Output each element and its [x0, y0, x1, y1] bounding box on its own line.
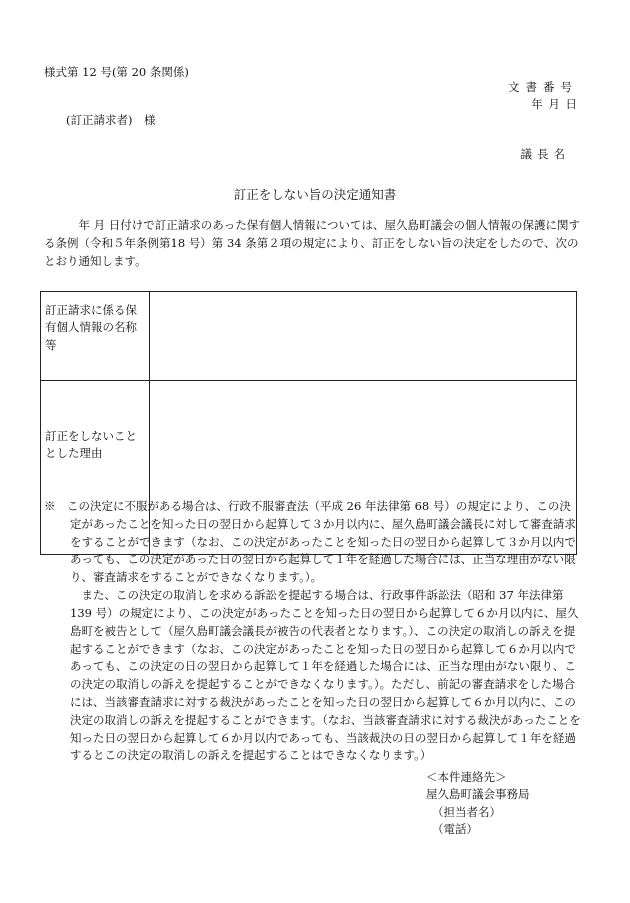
chair-name: 議長名 [520, 147, 570, 161]
contact-phone: （電話） [432, 821, 478, 836]
contact-block [426, 769, 530, 838]
note-appeal: ※ この決定に不服がある場合は、行政不服審査法（平成 26 年法律第 68 号）の規定により、この決定があったことを知った日の翌日から起算して３か月以内に、屋久島町議会議長に対して審査請求をすることができます（なお、この決定があったことを知った日の翌日から起算して３か月以内であっても、この決定があった日の翌日から起算して１年を経過した場合には、正当な理由がない限り、審査請求をすることができなくなります。）。 [44, 499, 576, 585]
document-title: 訂正をしない旨の決定通知書 [233, 187, 397, 202]
row-label-info-name: 訂正請求に係る保有個人情報の名称等 [41, 292, 150, 381]
notes-section [44, 498, 581, 765]
row-label-reason: 訂正をしないこととした理由 [41, 381, 150, 555]
table-row [41, 292, 577, 381]
contact-person: （担当者名） [432, 804, 501, 819]
row-value-info-name [150, 292, 577, 381]
note-lawsuit: また、この決定の取消しを求める訴訟を提起する場合は、行政事件訴訟法（昭和 37 年法律第 139 号）の規定により、この決定があったことを知った日の翌日から起算して６か月以内に、屋久島町を被告として（屋久島町議会議長が被告の代表者となります。）、この決定の取消しの訴えを提起することができます（なお、この決定があったことを知った日の翌日から起算して６か月以内であっても、この決定の日の翌日から起算して１年を経過した場合には、正当な理由がない限り、この決定の取消しの訴えを提起することができなくなります。）。ただし、前記の審査請求をした場合には、当該審査請求に対する裁決があったことを知った日の翌日から起算して６か月以内に、この決定の取消しの訴えを提起することができます。（なお、当該審査請求に対する裁決があったことを知った日の翌日から起算して６か月以内であっても、当該裁決の日の翌日から起算して１年を経過するとこの決定の取消しの訴えを提起することはできなくなります。） [70, 588, 581, 763]
document-date: 年 月 日 [531, 97, 578, 111]
contact-heading: ＜本件連絡先＞ [426, 770, 507, 784]
contact-office: 屋久島町議会事務局 [426, 787, 530, 802]
intro-paragraph: 年 月 日付けで訂正請求のあった保有個人情報については、屋久島町議会の個人情報の保護に関する条例（令和５年条例第18 号）第 34 条第２項の規定により、訂正をしない旨の決定をしたので、次のとおり通知します。 [44, 218, 580, 268]
form-number: 様式第 12 号(第 20 条関係) [44, 65, 189, 79]
addressee: (訂正請求者) 様 [66, 113, 156, 127]
document-number: 文書番号 [508, 80, 578, 94]
